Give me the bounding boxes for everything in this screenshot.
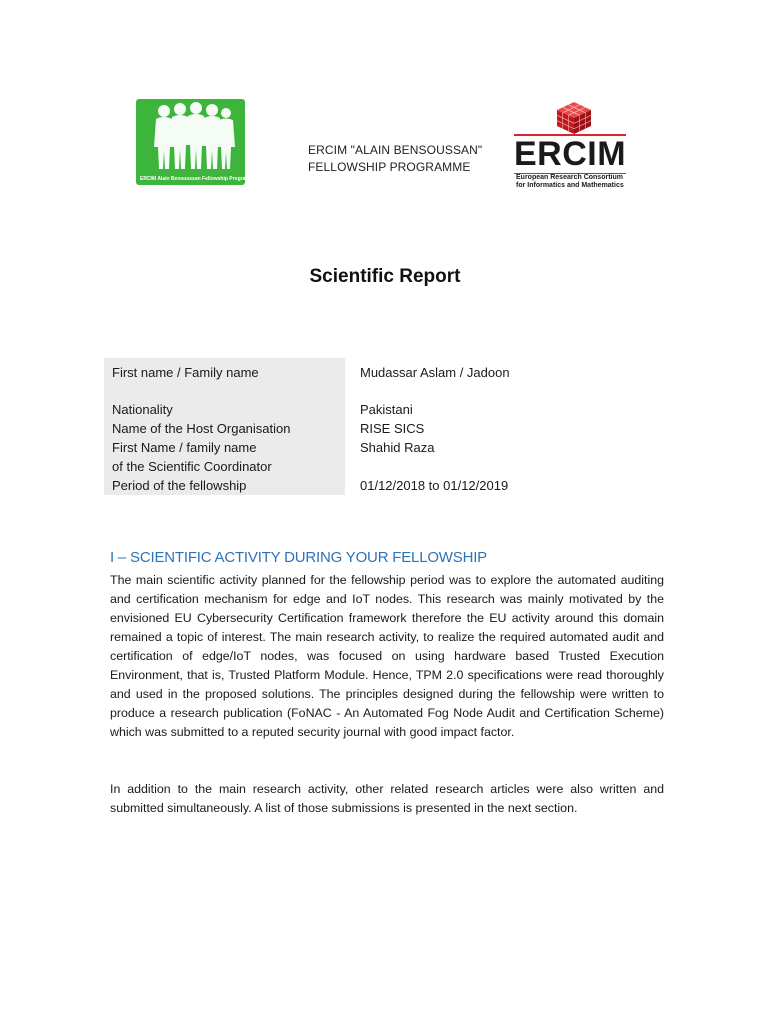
ercim-subtitle: [516, 174, 624, 190]
period-label: Period of the fellowship: [112, 478, 247, 493]
ercim-subtitle-line2: for Informatics and Mathematics: [516, 182, 624, 189]
ercim-logo: [514, 100, 632, 192]
host-value: RISE SICS: [360, 421, 425, 436]
programme-title-line1: ERCIM "ALAIN BENSOUSSAN": [308, 143, 483, 157]
host-label: Name of the Host Organisation: [112, 421, 291, 436]
section-paragraph-2: In addition to the main research activity, other related research articles were also written and submitted simultaneously. A list of those submissions is presented in the next section.: [110, 782, 664, 815]
ercim-wordmark: ERCIM: [514, 135, 627, 173]
fellowship-logo-caption: ERCIM Alain Bensoussan Fellowship Programme: [140, 176, 258, 182]
section-heading: I – SCIENTIFIC ACTIVITY DURING YOUR FELLOWSHIP: [110, 549, 487, 566]
programme-title-line2: FELLOWSHIP PROGRAMME: [308, 160, 471, 174]
ercim-subtitle-line1: European Research Consortium: [516, 174, 623, 181]
name-value: Mudassar Aslam / Jadoon: [360, 365, 510, 380]
fellowship-logo: [136, 99, 258, 185]
coordinator-label-line1: First Name / family name: [112, 440, 257, 455]
people-silhouette-icon: [136, 99, 258, 185]
nationality-label: Nationality: [112, 402, 173, 417]
nationality-value: Pakistani: [360, 402, 413, 417]
period-value: 01/12/2018 to 01/12/2019: [360, 478, 509, 493]
document-title: Scientific Report: [309, 266, 461, 287]
cube-icon: [555, 100, 593, 136]
section-paragraph-1: The main scientific activity planned for the fellowship period was to explore the automated auditing and certification mechanism for edge and IoT nodes. This research was mainly motivated by the envisioned EU Cybersecurity Certification framework therefore the EU activity around this domain remained a topic of interest. The main research activity, to realize the required automated audit and certification of edge/IoT nodes, was focused on using hardware based Trusted Execution Environment, that is, Trusted Platform Module. Hence, TPM 2.0 specifications were read thoroughly and used in the proposed solutions. The principles designed during the fellowship were written to produce a research publication (FoNAC - An Automated Fog Node Audit and Certification Scheme) which was submitted to a reputed security journal with good impact factor.: [110, 573, 664, 739]
programme-title: [308, 142, 482, 176]
coordinator-value: Shahid Raza: [360, 440, 435, 455]
name-label: First name / Family name: [112, 365, 259, 380]
coordinator-label-line2: of the Scientific Coordinator: [112, 459, 272, 474]
